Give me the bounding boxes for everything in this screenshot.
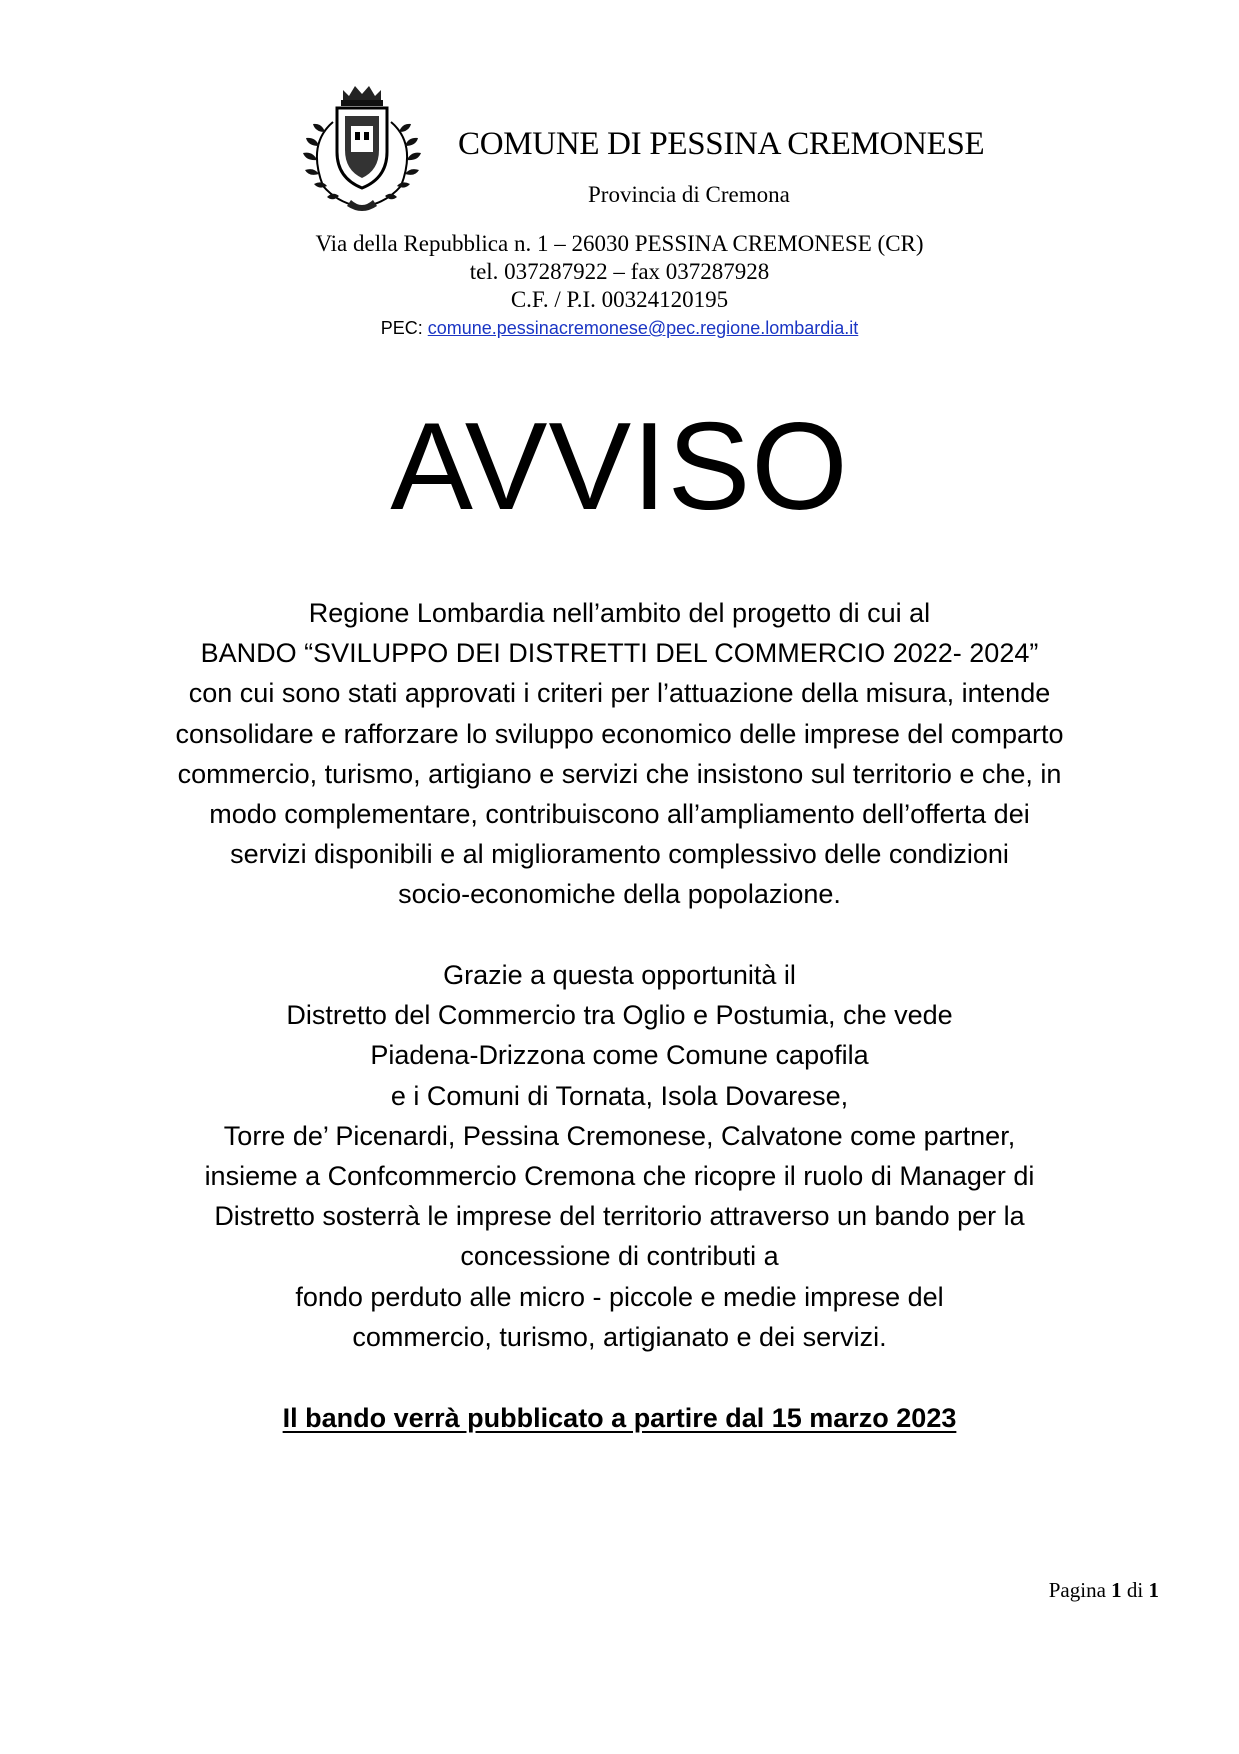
paragraph-line: con cui sono stati approvati i criteri per l’attuazione della misura, intende <box>188 678 1051 709</box>
paragraph-line: consolidare e rafforzare lo sviluppo economico delle imprese del comparto <box>175 718 1064 749</box>
page-total: 1 <box>1148 1578 1159 1602</box>
paragraph-line: socio-economiche della popolazione. <box>398 879 841 910</box>
of-word: di <box>1126 1578 1144 1602</box>
paragraph-line: concessione di contributi a <box>460 1241 779 1272</box>
paragraph-line: Distretto sosterrà le imprese del territorio attraverso un bando per la <box>214 1201 1025 1232</box>
pec-email-link[interactable]: comune.pessinacremonese@pec.regione.lombardia.it <box>427 318 859 338</box>
publication-announcement <box>0 1398 1239 1438</box>
coat-of-arms-icon <box>293 82 431 214</box>
paragraph-line: Distretto del Commercio tra Oglio e Postumia, che vede <box>286 1000 953 1031</box>
paragraph-line: BANDO “SVILUPPO DEI DISTRETTI DEL COMMERCIO 2022- 2024” <box>200 638 1039 669</box>
page-word: Pagina <box>1048 1578 1106 1602</box>
paragraph-line: insieme a Confcommercio Cremona che ricopre il ruolo di Manager di <box>204 1160 1035 1191</box>
pec-label: PEC: <box>380 318 428 338</box>
address-line: Via della Repubblica n. 1 – 26030 PESSINA CREMONESE (CR) <box>315 231 924 256</box>
paragraph-intro <box>0 593 1239 915</box>
page-current: 1 <box>1111 1578 1122 1602</box>
paragraph-district <box>0 955 1239 1357</box>
page-footer <box>1049 1578 1159 1603</box>
paragraph-line: fondo perduto alle micro - piccole e medie imprese del <box>295 1281 944 1312</box>
province-name: Provincia di Cremona <box>588 182 790 207</box>
notice-title: AVVISO <box>390 398 849 536</box>
paragraph-line: commercio, turismo, artigianato e dei servizi. <box>352 1321 887 1352</box>
municipality-name: COMUNE DI PESSINA CREMONESE <box>458 126 985 162</box>
paragraph-line: modo complementare, contribuiscono all’ampliamento dell’offerta dei <box>209 798 1030 829</box>
paragraph-line: servizi disponibili e al miglioramento complessivo delle condizioni <box>230 839 1009 870</box>
paragraph-line: Torre de’ Picenardi, Pessina Cremonese, Calvatone come partner, <box>223 1120 1016 1151</box>
paragraph-line: e i Comuni di Tornata, Isola Dovarese, <box>390 1080 849 1111</box>
announcement-text: Il bando verrà pubblicato a partire dal 15 marzo 2023 <box>282 1403 957 1433</box>
paragraph-line: commercio, turismo, artigiano e servizi che insistono sul territorio e che, in <box>177 758 1062 789</box>
pec-line <box>0 316 1239 340</box>
paragraph-line: Grazie a questa opportunità il <box>443 960 796 990</box>
phone-fax-line: tel. 037287922 – fax 037287928 <box>469 259 770 284</box>
tax-code-line: C.F. / P.I. 00324120195 <box>510 287 729 312</box>
paragraph-line: Regione Lombardia nell’ambito del progetto di cui al <box>308 598 931 628</box>
paragraph-line: Piadena-Drizzona come Comune capofila <box>370 1040 869 1071</box>
